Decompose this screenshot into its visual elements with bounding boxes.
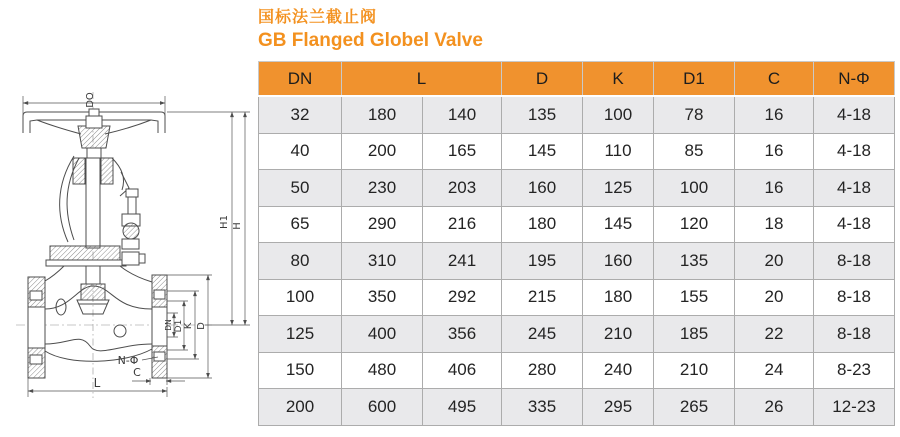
table-cell: 20: [735, 279, 814, 316]
dim-label-k: K: [183, 322, 194, 330]
col-header-l: L: [342, 62, 502, 97]
table-row: [259, 170, 895, 207]
valve-drawing-svg: [0, 0, 258, 432]
table-cell: 12-23: [814, 389, 895, 426]
valve-technical-drawing: [0, 0, 258, 432]
dim-label-n-phi: N-Φ: [117, 354, 139, 367]
table-cell: 4-18: [814, 133, 895, 170]
content-panel: [258, 7, 900, 426]
dim-label-do: DO: [85, 92, 96, 108]
table-row: [259, 279, 895, 316]
dim-label-h1: H1: [219, 215, 230, 229]
table-cell: 4-18: [814, 170, 895, 207]
table-cell: 180: [342, 96, 423, 133]
col-header-n-phi: N-Φ: [814, 62, 895, 97]
dim-label-l: L: [93, 376, 101, 390]
table-cell: 241: [423, 243, 502, 280]
table-cell: 245: [502, 316, 583, 353]
table-row: [259, 206, 895, 243]
table-cell: 406: [423, 352, 502, 389]
table-cell: 230: [342, 170, 423, 207]
table-cell: 200: [342, 133, 423, 170]
table-cell: 16: [735, 96, 814, 133]
col-header-d: D: [502, 62, 583, 97]
table-cell: 8-18: [814, 279, 895, 316]
dim-label-d: D: [196, 322, 207, 330]
table-cell: 145: [583, 206, 654, 243]
table-cell: 32: [259, 96, 342, 133]
table-cell: 356: [423, 316, 502, 353]
table-cell: 78: [654, 96, 735, 133]
table-cell: 350: [342, 279, 423, 316]
table-cell: 240: [583, 352, 654, 389]
table-cell: 310: [342, 243, 423, 280]
col-header-c: C: [735, 62, 814, 97]
table-cell: 200: [259, 389, 342, 426]
valve-body-outline: [23, 109, 167, 378]
table-cell: 290: [342, 206, 423, 243]
table-cell: 185: [654, 316, 735, 353]
table-cell: 120: [654, 206, 735, 243]
handwheel-hub: [78, 126, 110, 148]
table-cell: 203: [423, 170, 502, 207]
col-header-d1: D1: [654, 62, 735, 97]
table-cell: 215: [502, 279, 583, 316]
stem-nut: [86, 116, 102, 128]
table-cell: 180: [502, 206, 583, 243]
table-cell: 210: [583, 316, 654, 353]
table-cell: 18: [735, 206, 814, 243]
table-header-row: [259, 62, 895, 97]
packing-gland: [73, 158, 85, 184]
spec-table-body: [259, 96, 895, 425]
dimension-spec-table: [258, 61, 895, 426]
table-cell: 100: [583, 96, 654, 133]
table-cell: 600: [342, 389, 423, 426]
dim-label-h: H: [232, 222, 243, 230]
table-cell: 160: [502, 170, 583, 207]
table-cell: 335: [502, 389, 583, 426]
table-cell: 180: [583, 279, 654, 316]
table-row: [259, 96, 895, 133]
product-title-zh: 国标法兰截止阀: [258, 9, 378, 26]
table-cell: 110: [583, 133, 654, 170]
table-cell: 65: [259, 206, 342, 243]
table-cell: 160: [583, 243, 654, 280]
product-title-en: GB Flanged Globel Valve: [258, 30, 483, 51]
table-cell: 8-23: [814, 352, 895, 389]
table-cell: 135: [654, 243, 735, 280]
table-cell: 20: [735, 243, 814, 280]
valve-stem: [86, 158, 100, 248]
table-cell: 210: [654, 352, 735, 389]
table-cell: 135: [502, 96, 583, 133]
bonnet-flange: [50, 246, 120, 260]
table-row: [259, 316, 895, 353]
table-cell: 400: [342, 316, 423, 353]
table-cell: 295: [583, 389, 654, 426]
table-cell: 16: [735, 170, 814, 207]
dim-label-dn: DN: [164, 319, 173, 331]
table-cell: 216: [423, 206, 502, 243]
table-cell: 100: [259, 279, 342, 316]
table-cell: 24: [735, 352, 814, 389]
table-cell: 155: [654, 279, 735, 316]
table-cell: 16: [735, 133, 814, 170]
table-cell: 150: [259, 352, 342, 389]
table-row: [259, 389, 895, 426]
table-cell: 8-18: [814, 316, 895, 353]
table-cell: 292: [423, 279, 502, 316]
table-cell: 145: [502, 133, 583, 170]
side-bolt: [126, 189, 138, 197]
dim-label-d1: D1: [174, 319, 184, 333]
table-cell: 280: [502, 352, 583, 389]
table-cell: 80: [259, 243, 342, 280]
col-header-dn: DN: [259, 62, 342, 97]
table-cell: 125: [583, 170, 654, 207]
table-cell: 140: [423, 96, 502, 133]
table-cell: 165: [423, 133, 502, 170]
table-cell: 4-18: [814, 206, 895, 243]
table-cell: 100: [654, 170, 735, 207]
centerlines: [16, 92, 214, 398]
table-cell: 50: [259, 170, 342, 207]
table-row: [259, 133, 895, 170]
table-cell: 8-18: [814, 243, 895, 280]
table-row: [259, 352, 895, 389]
table-cell: 495: [423, 389, 502, 426]
table-cell: 85: [654, 133, 735, 170]
table-cell: 125: [259, 316, 342, 353]
table-cell: 195: [502, 243, 583, 280]
table-cell: 265: [654, 389, 735, 426]
dim-label-c: C: [133, 366, 141, 379]
table-cell: 22: [735, 316, 814, 353]
table-cell: 480: [342, 352, 423, 389]
col-header-k: K: [583, 62, 654, 97]
table-cell: 26: [735, 389, 814, 426]
table-cell: 40: [259, 133, 342, 170]
table-row: [259, 243, 895, 280]
table-cell: 4-18: [814, 96, 895, 133]
